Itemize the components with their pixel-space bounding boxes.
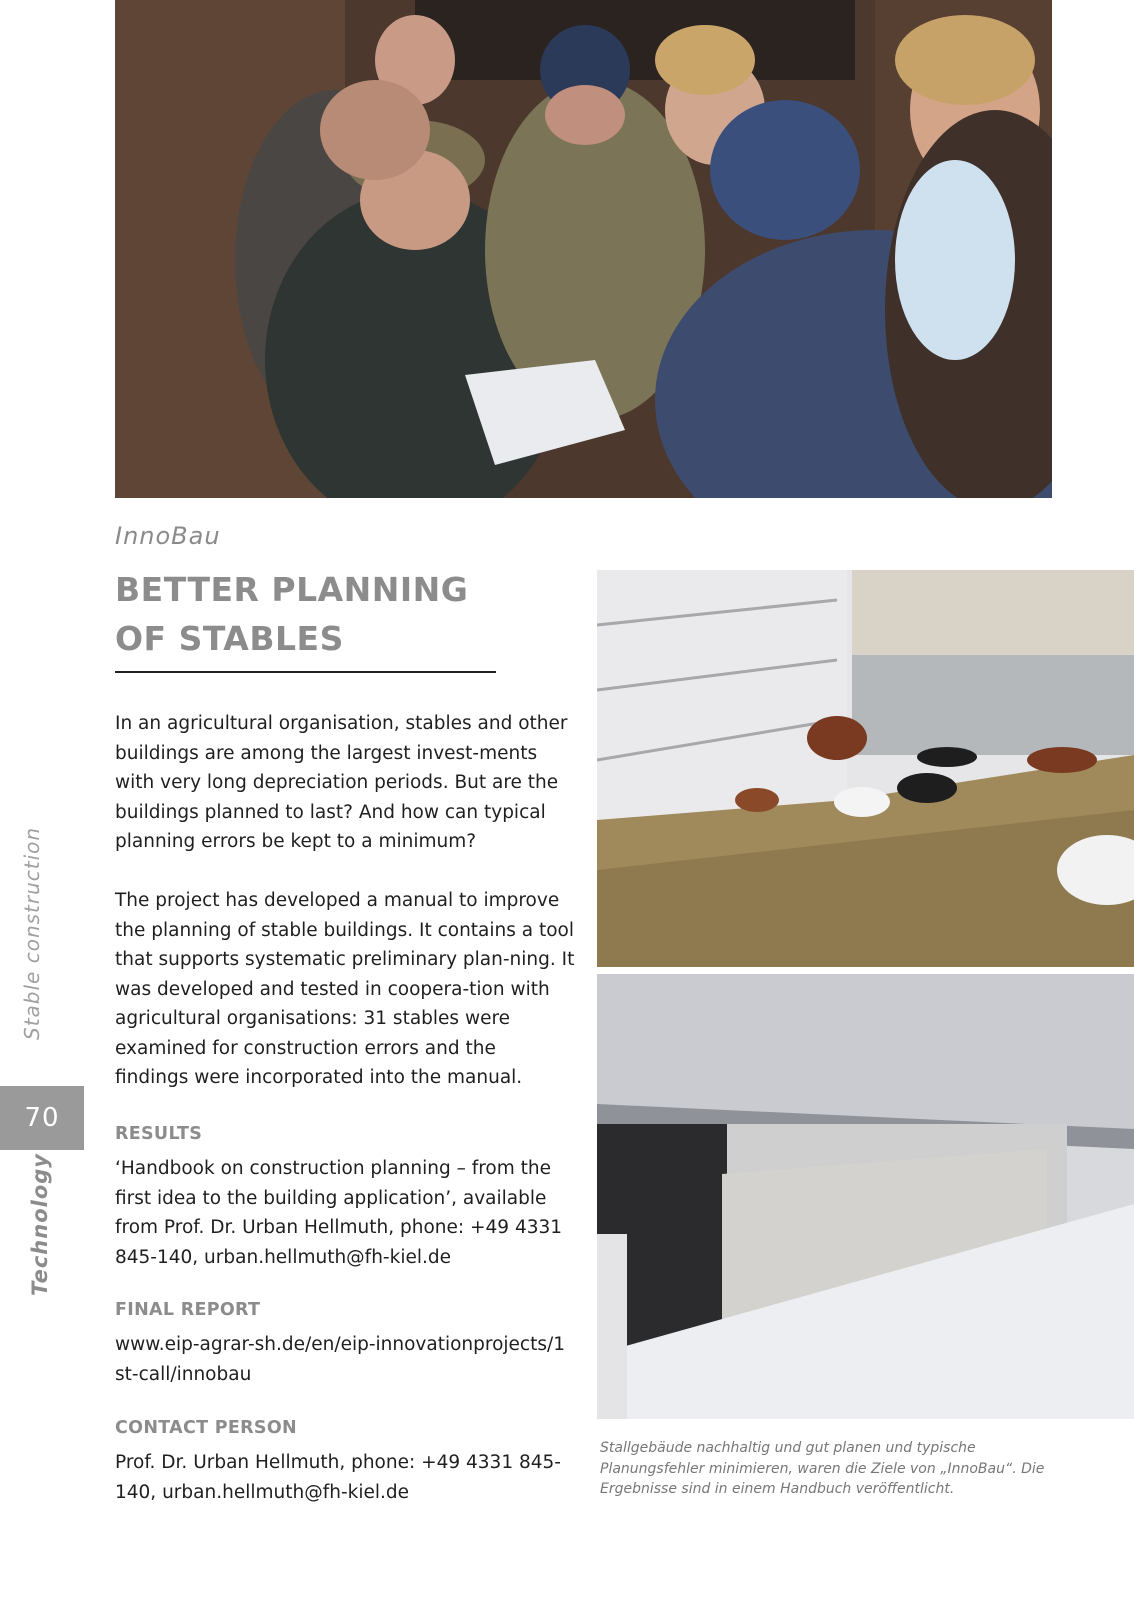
photo-calves-in-stable xyxy=(597,570,1134,967)
contact-text: Prof. Dr. Urban Hellmuth, phone: +49 4331 845-140, urban.hellmuth@fh-kiel.de xyxy=(115,1452,561,1503)
intro-paragraph: In an agricultural organisation, stables and other buildings are among the largest invest-ments with very long depreciation periods. But are the buildings planned to last? And how can typical planning errors be kept to a minimum? xyxy=(115,713,568,852)
photo-stable-wall xyxy=(597,974,1134,1419)
results-text: ‘Handbook on construction planning – from the first idea to the building application’, available from Prof. Dr. Urban Hellmuth, phone: +49 4331 845-140, urban.hellmuth@fh-kiel.de xyxy=(115,1158,563,1268)
side-section-label: Stable construction xyxy=(20,826,44,1040)
series-title: InnoBau xyxy=(115,522,221,550)
title-divider xyxy=(115,671,496,673)
final-report-link[interactable]: www.eip-agrar-sh.de/en/eip-innovationprojects/1st-call/innobau xyxy=(115,1334,565,1385)
page-number: 70 xyxy=(24,1103,60,1133)
side-category-label: Technology xyxy=(28,1153,52,1296)
contact-heading: CONTACT PERSON xyxy=(115,1418,297,1438)
page-title: BETTER PLANNING OF STABLES xyxy=(115,570,469,658)
photo-caption: Stallgebäude nachhaltig und gut planen und typische Planungsfehler minimieren, waren die Ziele von „InnoBau“. Die Ergebnisse sind in einem Handbuch veröffentlicht. xyxy=(600,1440,1045,1497)
final-report-heading: FINAL REPORT xyxy=(115,1300,261,1320)
photo-top-illustration xyxy=(115,0,1052,498)
photo-calves-illustration xyxy=(597,570,1134,967)
project-paragraph: The project has developed a manual to improve the planning of stable buildings. It contains a tool that supports systematic preliminary plan-ning. It was developed and tested in coopera-tion with agricultural organisations: 31 stables were examined for construction errors and the findings were incorporated into the manual. xyxy=(115,890,575,1088)
photo-group-reviewing-plans xyxy=(115,0,1052,498)
results-heading: RESULTS xyxy=(115,1124,203,1144)
photo-wall-illustration xyxy=(597,974,1134,1419)
